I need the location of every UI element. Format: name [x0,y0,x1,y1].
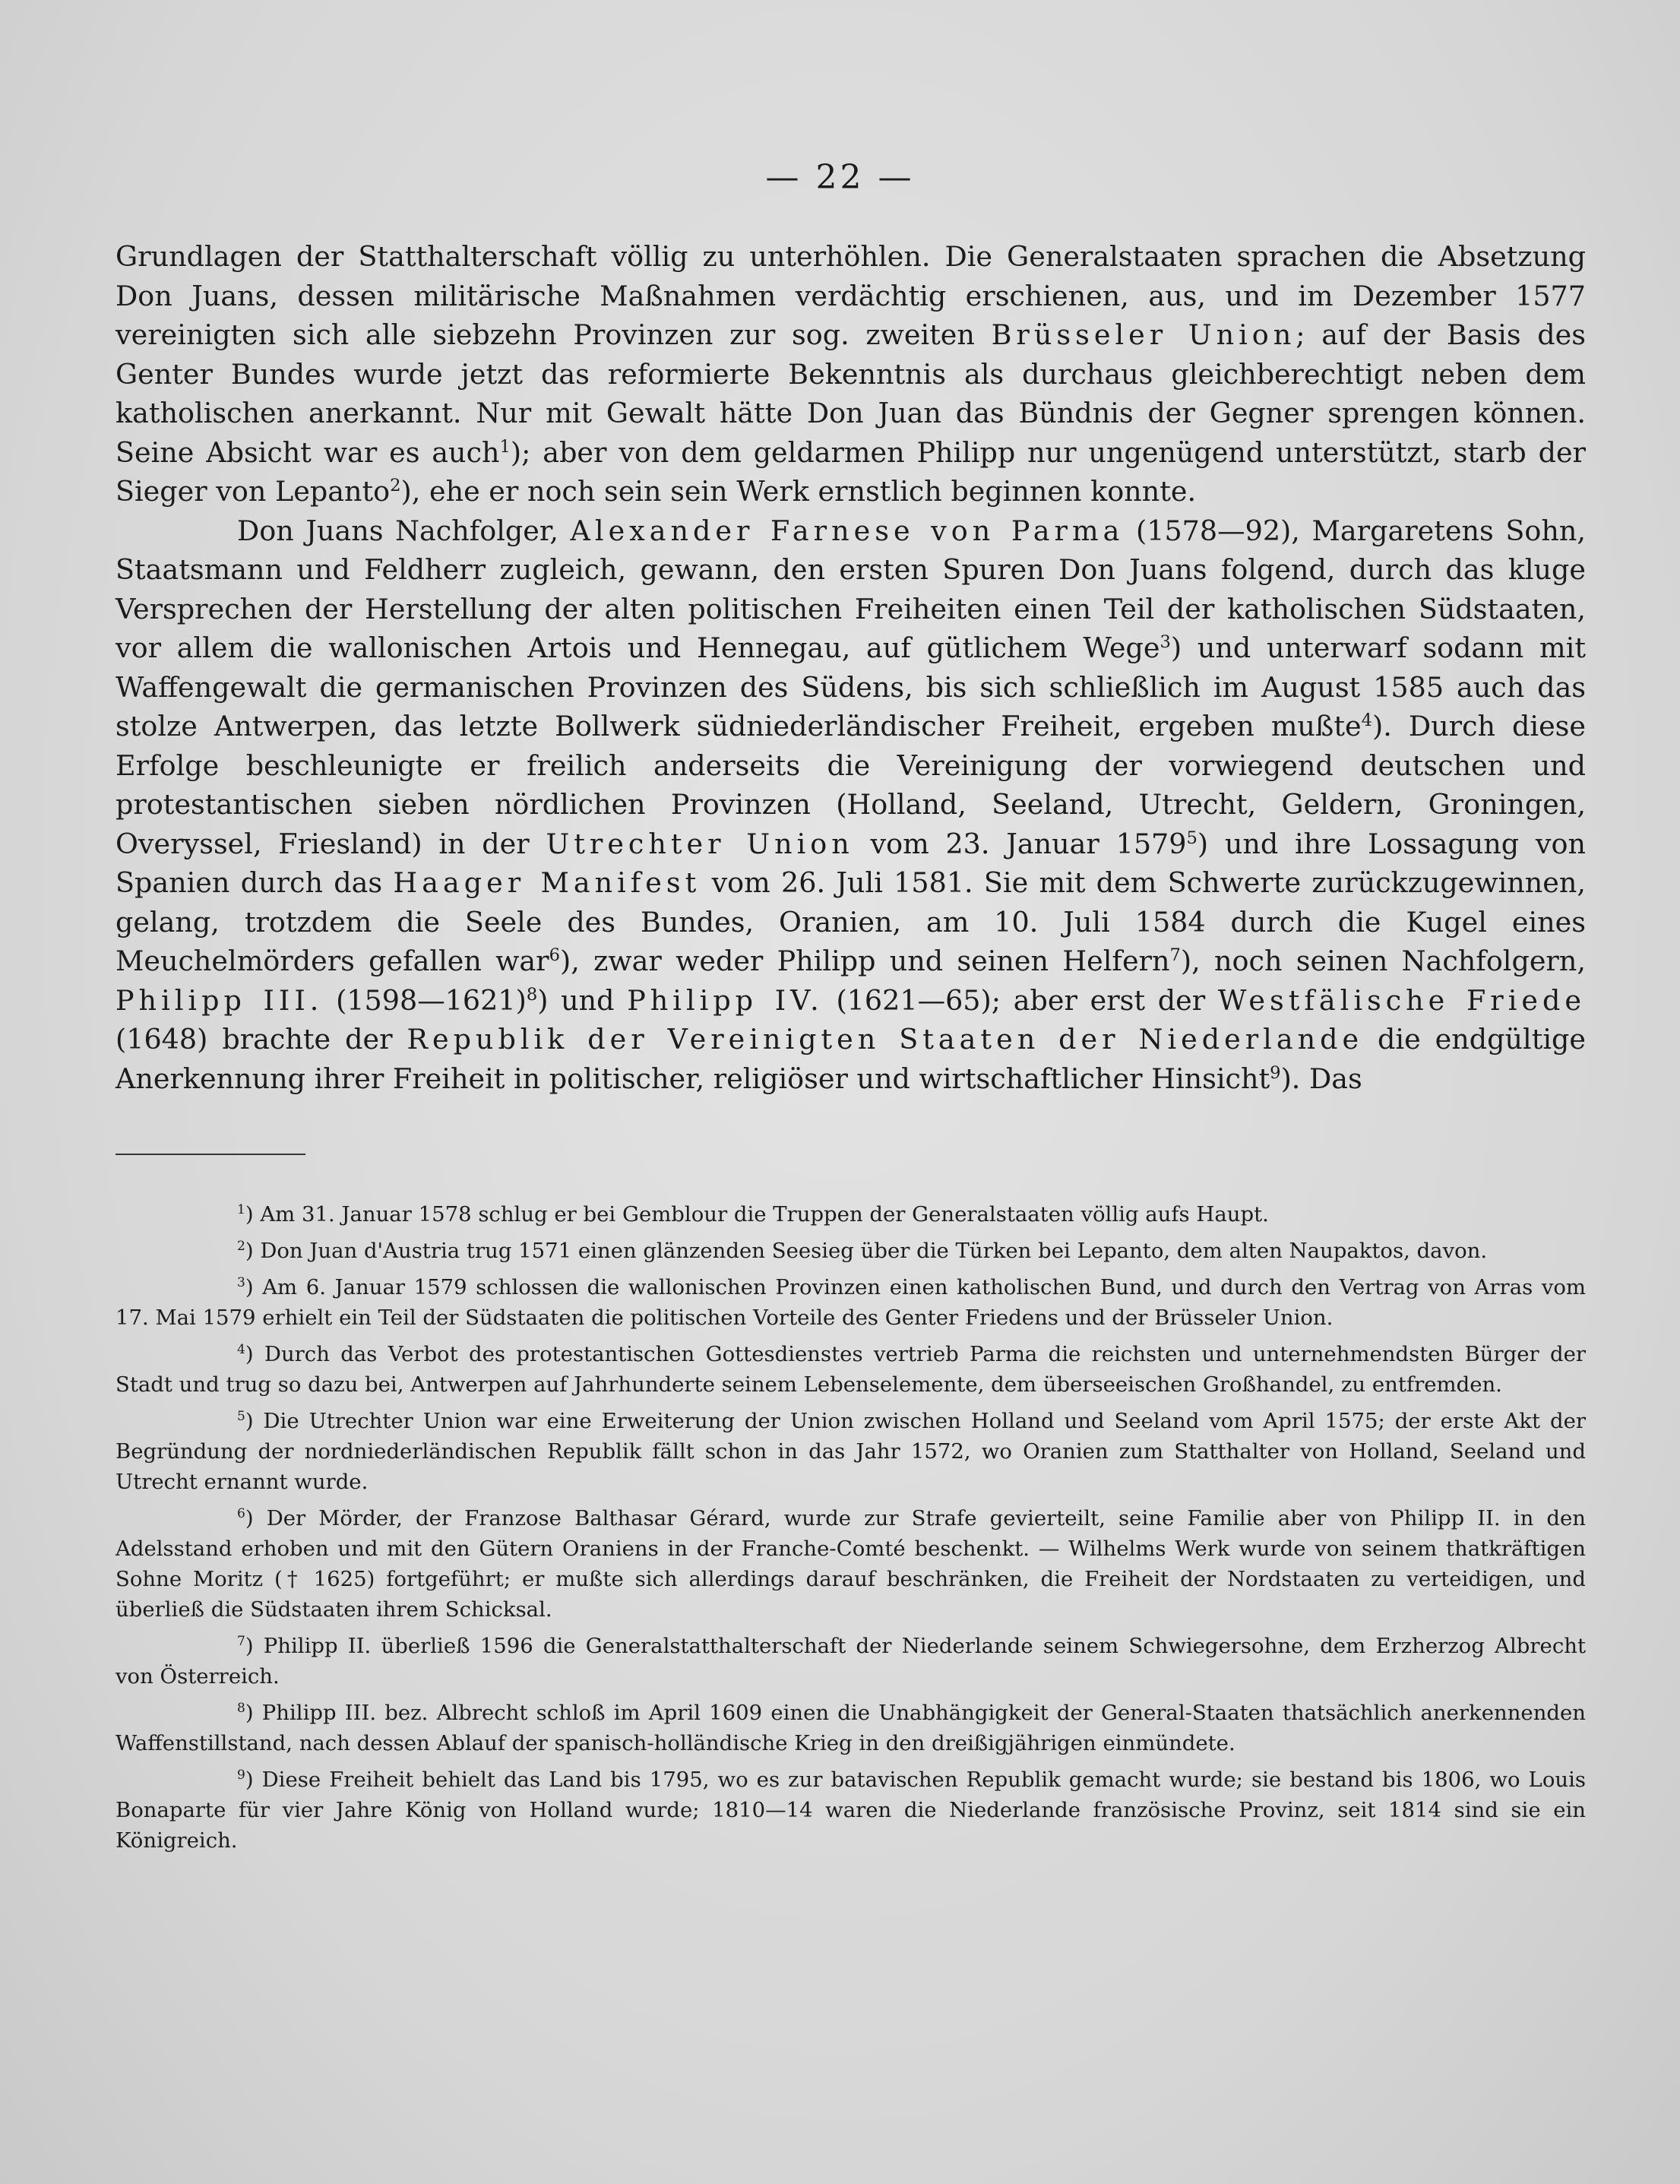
footnote-text: ) Philipp II. überließ 1596 die Generalstatthalterschaft der Niederlande seinem Schwiegersohne, dem Erzherzog Albrecht von Österreich. [115,1634,1586,1689]
footnote-4 [115,1339,1586,1400]
footnote-ref-6[interactable]: 6 [549,945,561,965]
footnote-3 [115,1272,1586,1333]
footnote-ref-5[interactable]: 5 [1186,828,1198,848]
footnote-2 [115,1236,1586,1266]
text-run: ; auf der Basis des Genter Bundes wurde jetzt das reformierte Bekenntnis als durchaus gleichberechtigt neben dem katholischen anerkannt. Nur mit Gewalt hätte Don Juan das Bündnis der Gegner sprengen können. Seine Absicht war es auch [115,318,1586,469]
footnote-text: ) Philipp III. bez. Albrecht schloß im April 1609 einen die Unabhängigkeit der General-Staaten thatsächlich anerkennenden Waffenstillstand, nach dessen Ablauf der spanisch-holländische Krieg in den dreißigjährigen einmündete. [115,1701,1586,1755]
footnote-mark: 2 [237,1238,245,1254]
text-run: (1648) brachte der [115,1023,407,1056]
text-run: die endgültige Anerkennung ihrer Freiheit in politischer, religiöser und wirtschaftlicher Hinsicht [115,1023,1586,1095]
footnote-1 [115,1199,1586,1230]
text-run: (1621—65); aber erst der [823,983,1218,1017]
text-run: ). Durch diese Erfolge beschleunigte er freilich anderseits die Vereinigung der vorwiegend deutschen und protestantischen sieben nördlichen Provinzen (Holland, Seeland, Utrecht, Geldern, Groningen, Overyssel, Friesland) in der [115,710,1587,860]
text-run: ) und [537,983,628,1017]
footnote-ref-8[interactable]: 8 [526,984,538,1005]
text-run: ). Das [1280,1062,1362,1095]
text-run: Grundlagen der Statthalterschaft völlig zu unterhöhlen. Die Generalstaaten sprachen die Absetzung Don Juans, dessen militärische Maßnahmen verdächtig erschienen, aus, und im Dezember 1577 vereinigten sich alle siebzehn Provinzen zur sog. zweiten [115,240,1586,351]
text-run: (1578—92), Margaretens Sohn, Staatsmann und Feldherr zugleich, gewann, den ersten Spuren Don Juans folgend, durch das kluge Versprechen der Herstellung der alten politischen Freiheiten einen Teil der katholischen Südstaaten, vor allem die wallonischen Artois und Hennegau, auf gütlichem Wege [115,514,1586,664]
paragraph-2 [115,511,1586,1099]
emphasis-philipp-iv: Philipp IV. [627,983,824,1017]
footnote-text: ) Durch das Verbot des protestantischen Gottesdienstes vertrieb Parma die reichsten und unternehmendsten Bürger der Stadt und trug so dazu bei, Antwerpen auf Jahrhunderte seinem Lebenselemente, dem überseeischen Großhandel, zu entfremden. [115,1342,1586,1397]
footnote-8 [115,1698,1586,1758]
emphasis-utrechter-union: Utrechter Union [546,827,854,860]
footnote-mark: 3 [237,1274,245,1290]
paragraph-1 [115,237,1586,511]
footnote-mark: 7 [237,1633,245,1649]
text-run: vom 23. Januar 1579 [853,827,1187,860]
footnote-text: ) Die Utrechter Union war eine Erweiterung der Union zwischen Holland und Seeland vom April 1575; der erste Akt der Begründung der nordniederländischen Republik fällt schon in das Jahr 1572, wo Oranien zum Statthalter von Holland, Seeland und Utrecht ernannt wurde. [115,1409,1586,1494]
text-run: (1598—1621) [323,983,527,1017]
footnote-text: ) Am 31. Januar 1578 schlug er bei Gemblour die Truppen der Generalstaaten völlig aufs Haupt. [245,1202,1269,1227]
emphasis-brusseler-union: Brüsseler Union [991,318,1296,351]
emphasis-philipp-iii: Philipp III. [115,983,324,1017]
text-run: ), zwar weder Philipp und seinen Helfern [560,945,1170,977]
text-run: Don Juans Nachfolger, [237,514,571,547]
footnote-text: ) Am 6. Januar 1579 schlossen die wallonischen Provinzen einen katholischen Bund, und durch den Vertrag von Arras vom 17. Mai 1579 erhielt ein Teil der Südstaaten die politischen Vorteile des Genter Friedens und der Brüsseler Union. [115,1275,1586,1330]
footnote-mark: 6 [237,1505,245,1521]
footnote-divider [115,1154,305,1155]
footnote-mark: 5 [237,1408,245,1424]
footnote-ref-9[interactable]: 9 [1270,1062,1281,1083]
footnote-text: ) Der Mörder, der Franzose Balthasar Gérard, wurde zur Strafe gevierteilt, seine Familie aber von Philipp II. in den Adelsstand erhoben und mit den Gütern Oraniens in der Franche-Comté beschenkt. — Wilhelms Werk wurde von seinem thatkräftigen Sohne Moritz († 1625) fortgeführt; er mußte sich allerdings darauf beschränken, die Freiheit der Nordstaaten zu verteidigen, und überließ die Südstaaten ihrem Schicksal. [115,1506,1586,1622]
emphasis-alexander-farnese: Alexander Farnese von Parma [570,514,1125,547]
footnote-ref-1[interactable]: 1 [499,436,511,457]
page-number: — 22 — [765,158,915,197]
footnote-ref-3[interactable]: 3 [1160,631,1171,652]
footnote-text: ) Diese Freiheit behielt das Land bis 1795, wo es zur batavischen Republik gemacht wurde; sie bestand bis 1806, wo Louis Bonaparte für vier Jahre König von Holland wurde; 1810—14 waren die Niederlande französische Provinz, seit 1814 sind sie ein Königreich. [115,1768,1586,1853]
emphasis-westfalische-friede: Westfälische Friede [1217,983,1586,1017]
footnote-6 [115,1503,1586,1625]
footnote-ref-4[interactable]: 4 [1361,710,1372,730]
text-run: ) und ihre Lossagung von Spanien durch das [115,827,1587,899]
footnote-5 [115,1406,1586,1497]
footnotes [115,1199,1586,1862]
footnote-9 [115,1765,1586,1856]
text-run: ); aber von dem geldarmen Philipp nur ungenügend unterstützt, starb der Sieger von Lepanto [115,435,1586,508]
footnote-ref-7[interactable]: 7 [1169,945,1181,965]
footnote-ref-2[interactable]: 2 [390,475,401,495]
footnote-mark: 9 [237,1767,245,1783]
emphasis-haager-manifest: Haager Manifest [393,866,701,899]
emphasis-republik: Republik der Vereinigten Staaten der Niederlande [407,1023,1364,1056]
text-run: vom 26. Juli 1581. Sie mit dem Schwerte zurückzugewinnen, gelang, trotzdem die Seele des Bundes, Oranien, am 10. Juli 1584 durch die Kugel eines Meuchelmörders gefallen war [115,866,1586,977]
footnote-text: ) Don Juan d'Austria trug 1571 einen glänzenden Seesieg über die Türken bei Lepanto, dem alten Naupaktos, davon. [245,1239,1488,1263]
main-text [115,237,1586,1098]
text-run: ), noch seinen Nachfolgern, [1180,945,1586,977]
text-run: ) und unterwarf sodann mit Waffengewalt die germanischen Provinzen des Südens, bis sich schließlich im August 1585 auch das stolze Antwerpen, das letzte Bollwerk südniederländischer Freiheit, ergeben mußte [115,631,1586,742]
footnote-mark: 4 [237,1341,245,1357]
text-run: ), ehe er noch sein sein Werk ernstlich beginnen konnte. [400,475,1197,508]
footnote-mark: 8 [237,1700,245,1716]
footnote-7 [115,1631,1586,1692]
footnote-mark: 1 [237,1201,245,1217]
